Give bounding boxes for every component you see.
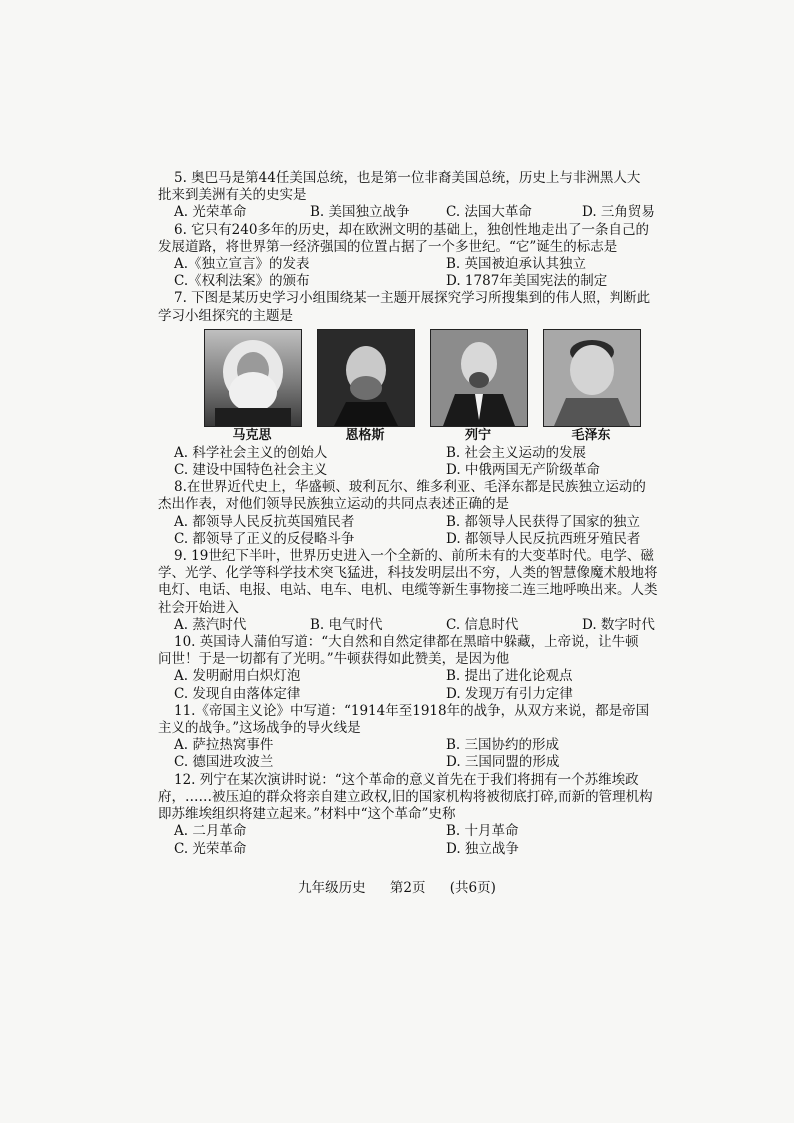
page-footer (0, 876, 794, 896)
q6-option-b: B. 英国被迫承认其独立 (446, 256, 587, 273)
q8-stem-line2: 杰出作表，对他们领导民族独立运动的共同点表述正确的是 (158, 496, 509, 513)
q8-stem-line1: 8.在世界近代史上，华盛顿、玻利瓦尔、维多利亚、毛泽东都是民族独立运动的 (174, 479, 646, 496)
q9-stem-line4: 社会开始进入 (158, 599, 239, 616)
q11-stem-line1: 11.《帝国主义论》中写道：“1914年至1918年的战争，从双方来说，都是帝国 (174, 702, 650, 719)
portrait-photo (543, 329, 641, 427)
q11-options-row2 (158, 754, 718, 771)
q12-option-c: C. 光荣革命 (174, 840, 247, 857)
q9-option-d: D. 数字时代 (582, 616, 655, 633)
q7-options-row1 (158, 445, 718, 462)
q9-option-c: C. 信息时代 (446, 616, 519, 633)
footer-subject: 九年级历史 (298, 880, 366, 896)
q8-option-b: B. 都领导人民获得了国家的独立 (446, 513, 641, 530)
q6-stem-line1: 6. 它只有240多年的历史，却在欧洲文明的基础上，独创性地走出了一条自己的 (174, 221, 649, 238)
q12-option-a: A. 二月革命 (174, 823, 247, 840)
portrait-caption: 马克思 (232, 427, 272, 443)
q11-options-row1 (158, 737, 718, 754)
q5-option-d: D. 三角贸易 (582, 204, 655, 221)
portrait-caption: 毛泽东 (571, 427, 611, 443)
q10-option-a: A. 发明耐用白炽灯泡 (174, 668, 301, 685)
q8-option-a: A. 都领导人民反抗英国殖民者 (174, 513, 355, 530)
q5-option-a: A. 光荣革命 (174, 204, 247, 221)
q7-option-b: B. 社会主义运动的发展 (446, 444, 587, 461)
footer-total-pages: (共6页) (449, 880, 496, 896)
q12-stem-line2: 府，……被压迫的群众将亲自建立政权,旧的国家机构将被彻底打碎,而新的管理机构 (158, 788, 653, 805)
portrait-lenin (430, 329, 526, 445)
q5-option-c: C. 法国大革命 (446, 204, 532, 221)
footer-page-number: 第2页 (389, 880, 426, 896)
q6-option-d: D. 1787年美国宪法的制定 (446, 273, 608, 290)
q10-options-row2 (158, 686, 718, 703)
portrait-mao (543, 329, 639, 445)
q12-option-d: D. 独立战争 (446, 840, 519, 857)
portrait-caption: 恩格斯 (345, 427, 385, 443)
q5-stem-line2: 批来到美洲有关的史实是 (158, 187, 307, 204)
q11-option-c: C. 德国进攻波兰 (174, 754, 274, 771)
portrait-caption: 列宁 (464, 427, 491, 443)
portrait-photo (430, 329, 528, 427)
q11-stem-line2: 主义的战争。”这场战争的导火线是 (158, 720, 361, 737)
q12-options-row2 (158, 841, 718, 858)
q7-option-c: C. 建设中国特色社会主义 (174, 462, 328, 479)
q11-option-d: D. 三国同盟的形成 (446, 754, 560, 771)
q12-stem-line3: 即苏维埃组织将建立起来。”材料中“这个革命”史称 (158, 806, 456, 823)
q8-option-d: D. 都领导人民反抗西班牙殖民者 (446, 530, 641, 547)
q11-option-b: B. 三国协约的形成 (446, 737, 560, 754)
q10-stem-line2: 问世！于是一切都有了光明。”牛顿获得如此赞美，是因为他 (158, 651, 510, 668)
q5-options (158, 204, 718, 221)
q5-stem-line1: 5. 奥巴马是第44任美国总统，也是第一位非裔美国总统，历史上与非洲黑人大 (174, 170, 641, 186)
q12-option-b: B. 十月革命 (446, 823, 519, 840)
q10-option-d: D. 发现万有引力定律 (446, 685, 573, 702)
q9-option-a: A. 蒸汽时代 (174, 616, 247, 633)
q8-options-row1 (158, 514, 718, 531)
q7-stem-line2: 学习小组探究的主题是 (158, 307, 293, 324)
q8-options-row2 (158, 531, 718, 548)
q6-option-c: C.《权利法案》的颁布 (174, 273, 310, 290)
q7-option-d: D. 中俄两国无产阶级革命 (446, 462, 600, 479)
q9-stem-line1: 9. 19世纪下半叶，世界历史进入一个全新的、前所未有的大变革时代。电学、磁 (174, 548, 654, 565)
q10-options-row1 (158, 668, 718, 685)
q12-stem-line1: 12. 列宁在某次演讲时说：“这个革命的意义首先在于我们将拥有一个苏维埃政 (174, 771, 639, 788)
q7-option-a: A. 科学社会主义的创始人 (174, 444, 328, 461)
portrait-engels (317, 329, 413, 445)
q6-option-a: A.《独立宣言》的发表 (174, 256, 310, 273)
portrait-row (204, 329, 718, 445)
q6-options-row2 (158, 273, 718, 290)
q11-option-a: A. 萨拉热窝事件 (174, 737, 274, 754)
q5-option-b: B. 美国独立战争 (310, 204, 410, 221)
q6-options-row1 (158, 256, 718, 273)
q9-stem-line2: 学、光学、化学等科学技术突飞猛进，科技发明层出不穷，人类的智慧像魔术般地将 (158, 565, 658, 582)
q8-option-c: C. 都领导了正义的反侵略斗争 (174, 530, 355, 547)
q9-options (158, 617, 718, 634)
q9-option-b: B. 电气时代 (310, 616, 383, 633)
q6-stem-line2: 发展道路，将世界第一经济强国的位置占据了一个多世纪。“它”诞生的标志是 (158, 238, 618, 255)
q12-options-row1 (158, 823, 718, 840)
q10-stem-line1: 10. 英国诗人蒲伯写道：“大自然和自然定律都在黑暗中躲藏，上帝说，让牛顿 (174, 634, 639, 651)
q7-options-row2 (158, 462, 718, 479)
portrait-photo (317, 329, 415, 427)
question-content (158, 170, 718, 858)
q9-stem-line3: 电灯、电话、电报、电站、电车、电机、电缆等新生事物接二连三地呼唤出来。人类 (158, 582, 658, 599)
portrait-marx (204, 329, 300, 445)
portrait-photo (204, 329, 302, 427)
q10-option-c: C. 发现自由落体定律 (174, 685, 301, 702)
q10-option-b: B. 提出了进化论观点 (446, 668, 573, 685)
q7-stem-line1: 7. 下图是某历史学习小组围绕某一主题开展探究学习所搜集到的伟人照，判断此 (174, 290, 651, 307)
